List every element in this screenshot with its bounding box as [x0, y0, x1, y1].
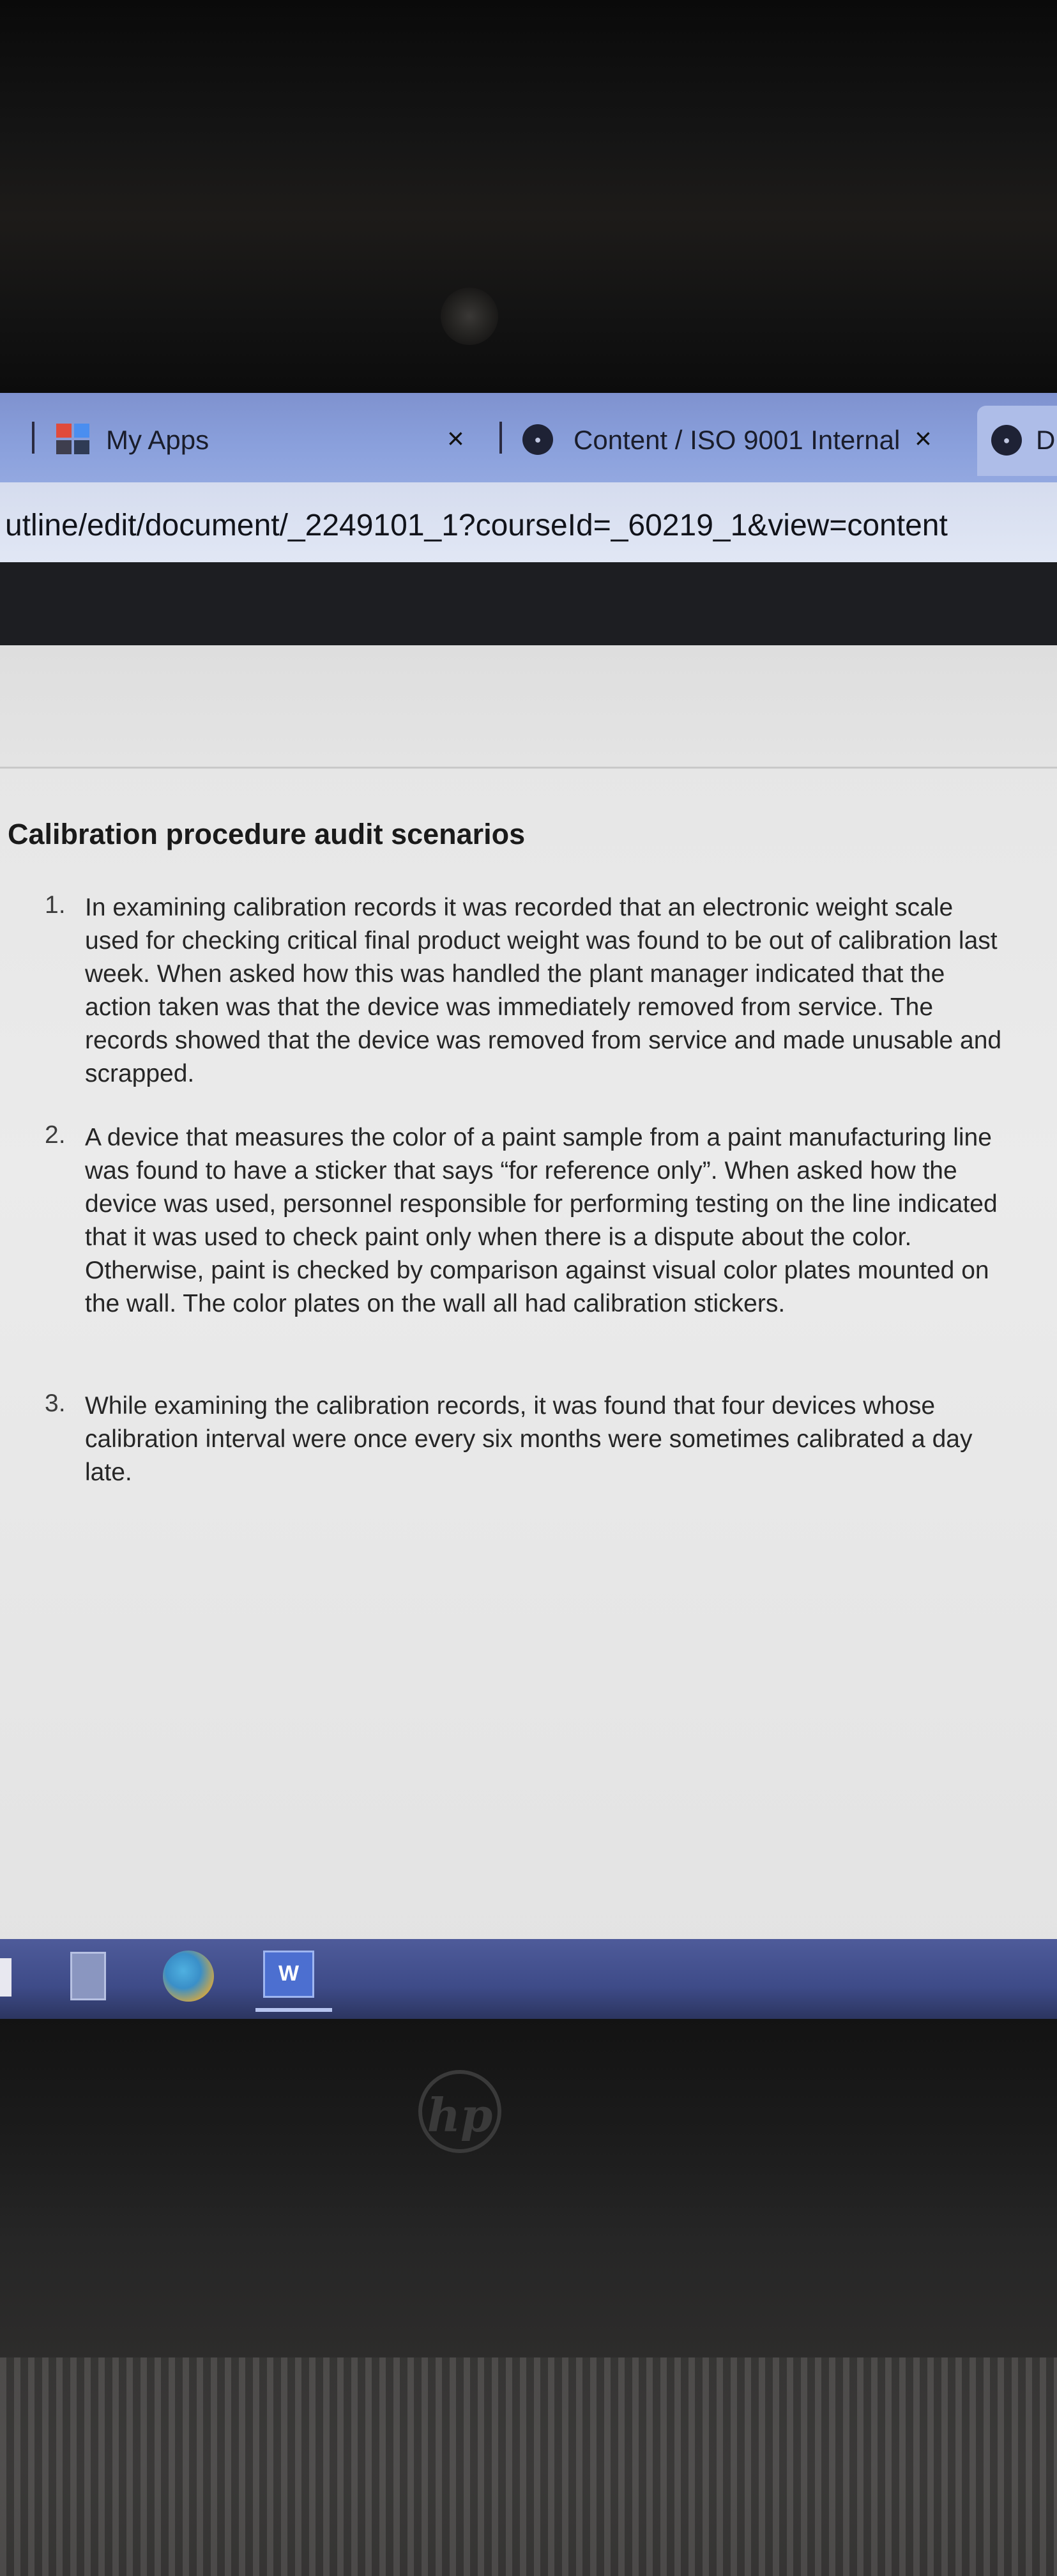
laptop-screen: [0, 393, 1057, 2019]
course-favicon-icon: ●: [522, 424, 553, 455]
edge-browser-icon[interactable]: [163, 1951, 214, 2002]
active-tab[interactable]: [977, 406, 1057, 476]
calculator-icon[interactable]: [70, 1952, 106, 2000]
address-bar[interactable]: [0, 482, 1057, 562]
item-number: 3.: [45, 1390, 66, 1417]
list-item: [45, 1390, 1003, 1492]
content-header-area: [0, 645, 1057, 769]
page-title: Calibration procedure audit scenarios: [8, 818, 526, 850]
close-tab-icon[interactable]: ×: [915, 422, 932, 455]
tab-content-iso[interactable]: Content / ISO 9001 Internal: [574, 425, 901, 455]
taskbar-edge-icon: [0, 1958, 11, 1997]
document-content: [0, 645, 1057, 1961]
laptop-bezel-top: [0, 0, 1057, 393]
url-text[interactable]: utline/edit/document/_2249101_1?courseId=_60219_1&view=content: [5, 509, 948, 542]
tab-favicon-icon: ●: [991, 425, 1022, 456]
list-item: [45, 1121, 1003, 1326]
keyboard-edge: [0, 2358, 1057, 2576]
list-item: [45, 891, 1003, 1096]
tab-separator: [32, 422, 34, 454]
browser-tab-bar: [0, 393, 1057, 482]
close-tab-icon[interactable]: ×: [447, 422, 464, 455]
tab-separator: [499, 422, 502, 454]
taskbar: [0, 1939, 1057, 2019]
item-text: A device that measures the color of a paint sample from a paint manufacturing line was found to have a sticker that says “for reference only”. When asked how the device was used, personnel responsible for performing testing on the line indicated that it was used to check paint only when there is a dispute about the color. Otherwise, paint is checked by comparison against visual color plates mounted on the wall. The color plates on the wall all had calibration stickers.: [85, 1124, 998, 1317]
webcam: [441, 288, 498, 345]
hp-logo: hp: [418, 2070, 501, 2153]
tab-partial-label: D: [1036, 425, 1056, 455]
my-apps-grid-icon: [56, 424, 91, 456]
page-header-band: [0, 562, 1057, 645]
item-number: 1.: [45, 891, 66, 919]
item-text: In examining calibration records it was recorded that an electronic weight scale used for checking critical final product weight was found to be out of calibration last week. When asked how this was handled the plant manager indicated that the action taken was that the device was immediately removed from service. The records showed that the device was removed from service and made unusable and scrapped.: [85, 894, 1002, 1087]
item-text: While examining the calibration records, it was found that four devices whose calibration interval were once every six months were sometimes calibrated a day late.: [85, 1392, 973, 1486]
active-app-indicator: [255, 2008, 332, 2012]
tab-my-apps[interactable]: My Apps: [106, 425, 209, 455]
item-number: 2.: [45, 1121, 66, 1149]
laptop-bezel-bottom: [0, 2019, 1057, 2576]
word-app-icon[interactable]: W: [263, 1951, 314, 1998]
